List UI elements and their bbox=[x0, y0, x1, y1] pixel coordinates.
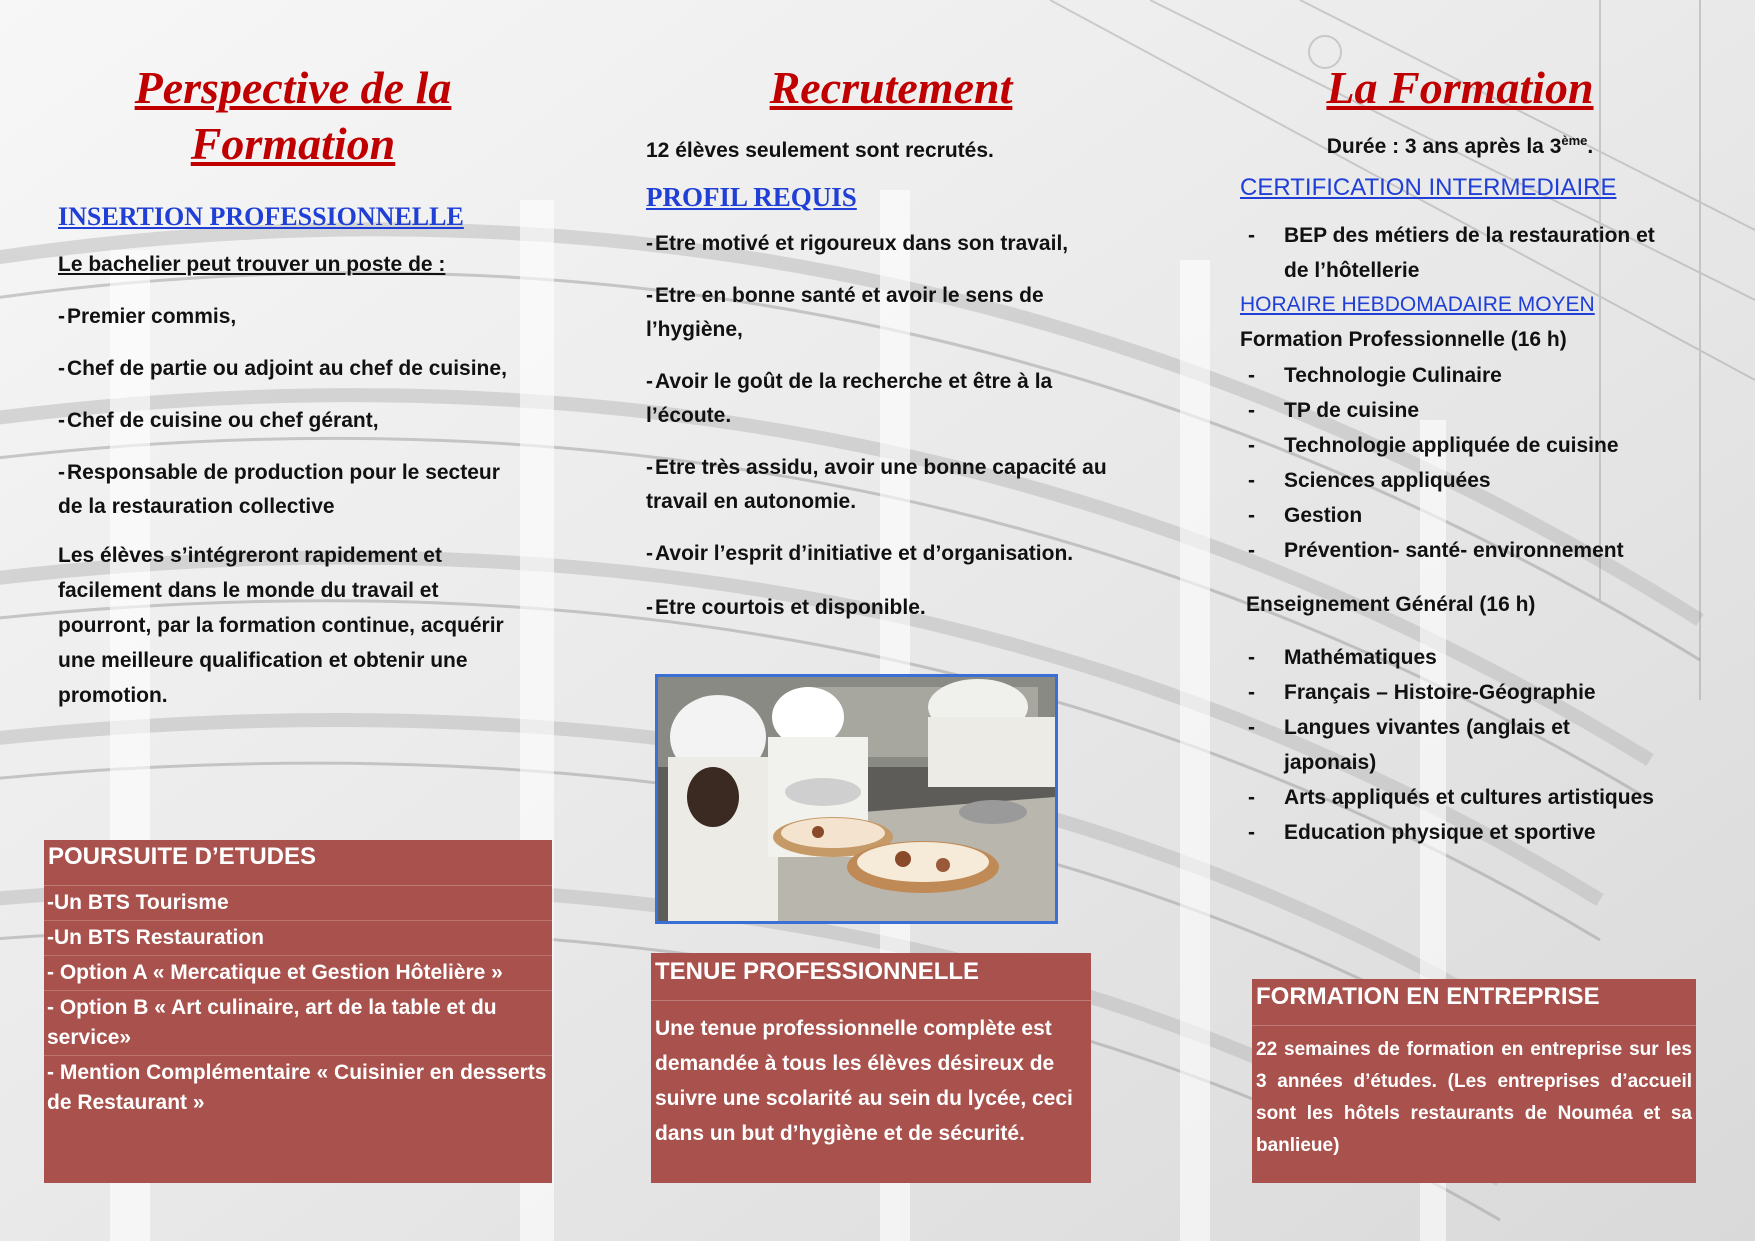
fp-list bbox=[1240, 358, 1680, 568]
column-perspective bbox=[58, 60, 528, 713]
eg-heading: Enseignement Général (16 h) bbox=[1246, 593, 1536, 616]
eg-item: - Arts appliqués et cultures artistiques bbox=[1248, 786, 1654, 809]
poursuite-item: - Option B « Art culinaire, art de la table et du service» bbox=[44, 991, 552, 1056]
kitchen-photo-icon bbox=[658, 677, 1055, 921]
formation-title: La Formation bbox=[1326, 62, 1594, 113]
tenue-box bbox=[651, 953, 1091, 1183]
eg-item: - Mathématiques bbox=[1248, 646, 1437, 669]
poursuite-item: - Option A « Mercatique et Gestion Hôtelière » bbox=[44, 956, 552, 991]
entreprise-text: 22 semaines de formation en entreprise sur les 3 années d’études. (Les entreprises d’accueil sont les hôtels restaurants de Nouméa et sa banlieue) bbox=[1256, 1039, 1692, 1156]
duree-text: Durée : 3 ans après la 3ème. bbox=[1326, 133, 1594, 158]
fp-item: - Prévention- santé- environnement bbox=[1248, 539, 1624, 562]
profil-heading: PROFIL REQUIS bbox=[646, 182, 857, 212]
postes-list bbox=[58, 300, 528, 524]
eg-item: - Langues vivantes (anglais et japonais) bbox=[1248, 716, 1570, 774]
profil-item: -Etre courtois et disponible. bbox=[646, 596, 926, 619]
column-recrutement bbox=[646, 60, 1136, 625]
insertion-heading: INSERTION PROFESSIONNELLE bbox=[58, 202, 464, 231]
poursuite-item: -Un BTS Tourisme bbox=[44, 886, 552, 921]
poste-item: -Chef de partie ou adjoint au chef de cuisine, bbox=[58, 357, 507, 380]
poursuite-etudes-box bbox=[44, 840, 552, 1183]
fp-item: - Technologie appliquée de cuisine bbox=[1248, 434, 1619, 457]
insertion-paragraph: Les élèves s’intégreront rapidement et facilement dans le monde du travail et pourront, par la formation continue, acquérir une meilleure qualification et obtenir une promotion. bbox=[58, 544, 504, 707]
recrutes-text: 12 élèves seulement sont recrutés. bbox=[646, 139, 994, 162]
fp-item: - Technologie Culinaire bbox=[1248, 364, 1502, 387]
entreprise-box bbox=[1252, 979, 1696, 1183]
profil-item: -Avoir le goût de la recherche et être à la l’écoute. bbox=[646, 370, 1053, 427]
cert-item: - BEP des métiers de la restauration et de l’hôtellerie bbox=[1248, 224, 1655, 282]
fp-item: - TP de cuisine bbox=[1248, 399, 1419, 422]
poursuite-item: - Mention Complémentaire « Cuisinier en desserts de Restaurant » bbox=[47, 1061, 547, 1114]
profil-item: -Etre très assidu, avoir une bonne capacité au travail en autonomie. bbox=[646, 456, 1107, 513]
profil-item: -Avoir l’esprit d’initiative et d’organisation. bbox=[646, 542, 1074, 565]
poursuite-title: POURSUITE D’ETUDES bbox=[44, 840, 552, 886]
fp-heading: Formation Professionnelle (16 h) bbox=[1240, 328, 1567, 351]
eg-list bbox=[1240, 640, 1680, 850]
fp-item: - Gestion bbox=[1248, 504, 1363, 527]
column-formation bbox=[1240, 60, 1680, 850]
fp-item: - Sciences appliquées bbox=[1248, 469, 1491, 492]
horaire-heading: HORAIRE HEBDOMADAIRE MOYEN bbox=[1240, 293, 1595, 316]
tenue-text: Une tenue professionnelle complète est demandée à tous les élèves désireux de suivre une scolarité au sein du lycée, ceci dans un but d’hygiène et de sécurité. bbox=[655, 1017, 1073, 1145]
profil-item: -Etre en bonne santé et avoir le sens de l’hygiène, bbox=[646, 284, 1044, 341]
tenue-title: TENUE PROFESSIONNELLE bbox=[651, 953, 1091, 1001]
eg-item: - Français – Histoire-Géographie bbox=[1248, 681, 1596, 704]
profil-item: -Etre motivé et rigoureux dans son travail, bbox=[646, 232, 1069, 255]
poste-item: -Chef de cuisine ou chef gérant, bbox=[58, 409, 379, 432]
profil-list bbox=[646, 227, 1136, 625]
poste-item: -Responsable de production pour le secteur de la restauration collective bbox=[58, 461, 500, 518]
recrutement-title: Recrutement bbox=[769, 62, 1013, 113]
poursuite-item: -Un BTS Restauration bbox=[44, 921, 552, 956]
kitchen-photo bbox=[655, 674, 1058, 924]
cert-heading: CERTIFICATION INTERMEDIAIRE bbox=[1240, 174, 1617, 201]
eg-item: - Education physique et sportive bbox=[1248, 821, 1596, 844]
perspective-title: Perspective de la Formation bbox=[134, 62, 452, 169]
intro-text: Le bachelier peut trouver un poste de : bbox=[58, 253, 446, 276]
entreprise-title: FORMATION EN ENTREPRISE bbox=[1252, 979, 1696, 1026]
poste-item: -Premier commis, bbox=[58, 305, 237, 328]
